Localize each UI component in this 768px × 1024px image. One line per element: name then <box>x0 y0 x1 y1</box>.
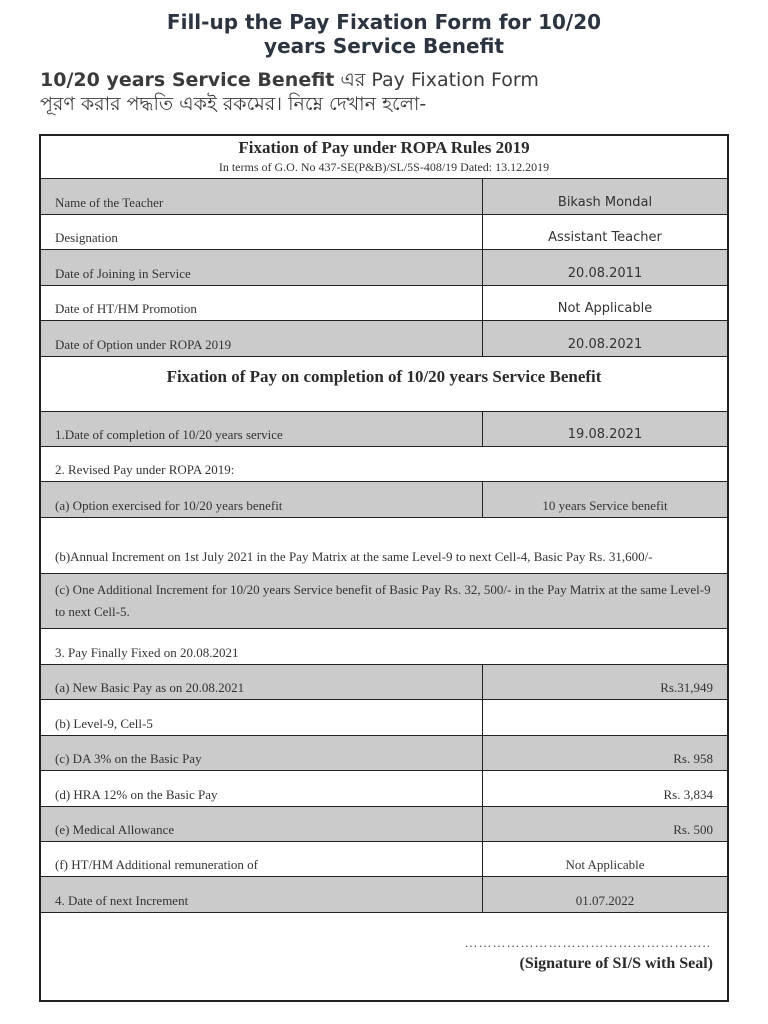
detail-row <box>41 215 727 250</box>
intro-line-2: পূরণ করার পদ্ধতি একই রকমের। নিম্নে দেখান হলো- <box>40 93 427 115</box>
revised-heading-row <box>41 447 727 482</box>
heading-line-1: Fill-up the Pay Fixation Form for 10/20 <box>166 10 602 34</box>
final-row <box>41 771 727 807</box>
section-title-row <box>41 357 727 412</box>
final-label: (f) HT/HM Additional remuneration of <box>55 857 258 872</box>
detail-value: 20.08.2011 <box>567 266 643 281</box>
detail-value: Assistant Teacher <box>548 230 662 245</box>
detail-row <box>41 250 727 286</box>
final-row <box>41 665 727 700</box>
final-label: (a) New Basic Pay as on 20.08.2021 <box>55 680 245 695</box>
detail-value: Bikash Mondal <box>557 195 653 210</box>
option-row <box>41 482 727 518</box>
pay-fixation-form <box>39 134 729 1002</box>
increment-c-row <box>41 574 727 629</box>
completion-value: 19.08.2021 <box>567 427 643 442</box>
final-row <box>41 700 727 736</box>
section-title: Fixation of Pay on completion of 10/20 years Service Benefit <box>166 367 602 386</box>
final-row <box>41 736 727 771</box>
final-label: (c) DA 3% on the Basic Pay <box>55 751 202 766</box>
completion-label: 1.Date of completion of 10/20 years service <box>55 427 283 442</box>
final-value: Rs.31,949 <box>660 680 713 695</box>
heading-line-2: years Service Benefit <box>264 34 504 58</box>
final-value: Rs. 3,834 <box>663 787 713 802</box>
detail-value: 20.08.2021 <box>567 337 643 352</box>
detail-row <box>41 179 727 215</box>
final-value: 01.07.2022 <box>575 893 635 908</box>
increment-b-row <box>41 518 727 574</box>
detail-row <box>41 321 727 357</box>
final-value: Rs. 958 <box>673 751 713 766</box>
final-label: (d) HRA 12% on the Basic Pay <box>55 787 218 802</box>
form-title-row <box>41 136 727 179</box>
final-value: Not Applicable <box>565 857 645 872</box>
detail-row <box>41 286 727 321</box>
detail-value: Not Applicable <box>557 301 653 316</box>
form-subtitle: In terms of G.O. No 437-SE(P&B)/SL/5S-408/19 Dated: 13.12.2019 <box>218 160 550 174</box>
detail-label: Date of HT/HM Promotion <box>55 301 197 316</box>
final-label: (b) Level-9, Cell-5 <box>55 716 153 731</box>
intro-text <box>40 68 740 116</box>
final-heading: 3. Pay Finally Fixed on 20.08.2021 <box>55 645 239 660</box>
intro-bold: 10/20 years Service Benefit <box>40 69 335 91</box>
detail-label: Designation <box>55 230 118 245</box>
detail-label: Name of the Teacher <box>55 195 164 210</box>
final-label: (e) Medical Allowance <box>55 822 175 837</box>
final-label: 4. Date of next Increment <box>55 893 189 908</box>
detail-label: Date of Option under ROPA 2019 <box>55 337 232 352</box>
detail-label: Date of Joining in Service <box>55 266 191 281</box>
form-title: Fixation of Pay under ROPA Rules 2019 <box>238 138 530 157</box>
signature-area <box>41 913 727 1000</box>
final-heading-row <box>41 629 727 665</box>
option-label: (a) Option exercised for 10/20 years benefit <box>55 498 283 513</box>
page-heading <box>0 10 768 58</box>
intro-line1-rest: এর Pay Fixation Form <box>334 69 539 91</box>
signature-label: (Signature of SI/S with Seal) <box>519 955 713 972</box>
completion-row <box>41 412 727 447</box>
increment-b-text: (b)Annual Increment on 1st July 2021 in the Pay Matrix at the same Level-9 to next Cell-4, Basic Pay Rs. 31,600/- <box>55 549 653 564</box>
final-row <box>41 807 727 842</box>
final-value: Rs. 500 <box>673 822 713 837</box>
final-row <box>41 877 727 913</box>
signature-dots: …………………………………………….. <box>464 935 711 950</box>
increment-c-text: (c) One Additional Increment for 10/20 years Service benefit of Basic Pay Rs. 32, 500/- in the Pay Matrix at the same Level-9 to next Cell-5. <box>55 582 711 619</box>
final-row <box>41 842 727 877</box>
option-value: 10 years Service benefit <box>542 498 668 513</box>
revised-heading: 2. Revised Pay under ROPA 2019: <box>55 462 235 477</box>
